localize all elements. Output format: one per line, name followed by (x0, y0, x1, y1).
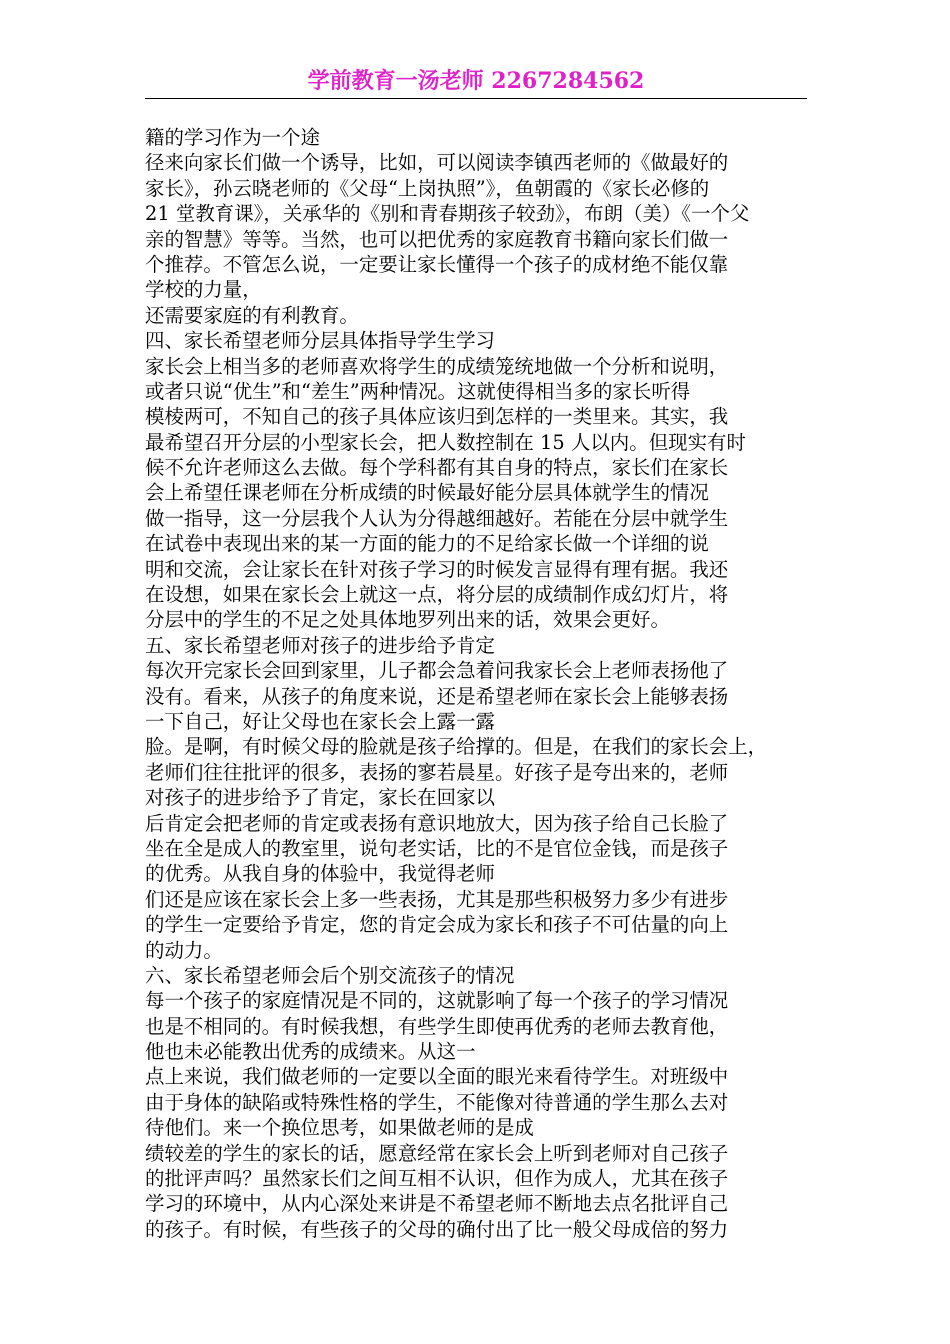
text-line: 们还是应该在家长会上多一些表扬，尤其是那些积极努力多少有进步 (145, 887, 729, 911)
text-line: 的批评声吗？虽然家长们之间互相不认识，但作为成人，尤其在孩子 (145, 1167, 729, 1191)
text-line: 由于身体的缺陷或特殊性格的学生，不能像对待普通的学生那么去对 (145, 1090, 729, 1114)
text-line: 绩较差的学生的家长的话，愿意经常在家长会上听到老师对自己孩子 (145, 1141, 729, 1165)
text-line: 在试卷中表现出来的某一方面的能力的不足给家长做一个详细的说 (145, 532, 709, 556)
text-line: 学习的环境中，从内心深处来讲是不希望老师不断地去点名批评自己 (145, 1192, 729, 1216)
text-line: 对孩子的进步给予了肯定，家长在回家以 (145, 786, 495, 810)
text-line: 后肯定会把老师的肯定或表扬有意识地放大，因为孩子给自己长脸了 (145, 811, 729, 835)
text-line: 会上希望任课老师在分析成绩的时候最好能分层具体就学生的情况 (145, 481, 709, 505)
text-line: 在设想，如果在家长会上就这一点，将分层的成绩制作成幻灯片，将 (145, 583, 729, 607)
text-line: 脸。是啊，有时候父母的脸就是孩子给撑的。但是，在我们的家长会上， (145, 735, 768, 759)
text-line: 的孩子。有时候，有些孩子的父母的确付出了比一般父母成倍的努力 (145, 1217, 729, 1241)
text-line: 的动力。 (145, 938, 223, 962)
document-body (145, 125, 815, 1242)
text-line: 也是不相同的。有时候我想，有些学生即使再优秀的老师去教育他， (145, 1014, 729, 1038)
text-line: 学校的力量， (145, 278, 262, 302)
text-line: 没有。看来，从孩子的角度来说，还是希望老师在家长会上能够表扬 (145, 684, 729, 708)
text-line: 一下自己，好让父母也在家长会上露一露 (145, 709, 495, 733)
text-line: 他也未必能教出优秀的成绩来。从这一 (145, 1040, 476, 1064)
text-line: 老师们往往批评的很多，表扬的寥若晨星。好孩子是夸出来的，老师 (145, 760, 729, 784)
text-line: 四、家长希望老师分层具体指导学生学习 (145, 329, 495, 353)
text-line: 做一指导，这一分层我个人认为分得越细越好。若能在分层中就学生 (145, 506, 729, 530)
text-line: 或者只说“优生”和“差生”两种情况。这就使得相当多的家长听得 (145, 379, 691, 403)
header-divider (145, 98, 807, 99)
text-line: 家长会上相当多的老师喜欢将学生的成绩笼统地做一个分析和说明， (145, 354, 729, 378)
text-line: 的学生一定要给予肯定，您的肯定会成为家长和孩子不可估量的向上 (145, 913, 729, 937)
text-line: 六、家长希望老师会后个别交流孩子的情况 (145, 963, 515, 987)
text-line: 籍的学习作为一个途 (145, 126, 320, 149)
page-header-title: 学前教育一汤老师 2267284562 (307, 68, 645, 94)
text-line: 点上来说，我们做老师的一定要以全面的眼光来看待学生。对班级中 (145, 1065, 729, 1089)
text-line: 的优秀。从我自身的体验中，我觉得老师 (145, 862, 495, 886)
text-line: 坐在全是成人的教室里，说句老实话，比的不是官位金钱，而是孩子 (145, 836, 729, 860)
text-line: 待他们。来一个换位思考，如果做老师的是成 (145, 1116, 534, 1140)
text-line: 最希望召开分层的小型家长会，把人数控制在 15 人以内。但现实有时 (145, 430, 746, 454)
text-line: 模棱两可，不知自己的孩子具体应该归到怎样的一类里来。其实，我 (145, 405, 729, 429)
text-line: 径来向家长们做一个诱导，比如，可以阅读李镇西老师的《做最好的 (145, 151, 729, 175)
text-line: 每次开完家长会回到家里，儿子都会急着问我家长会上老师表扬他了 (145, 659, 729, 683)
text-line: 亲的智慧》等等。当然，也可以把优秀的家庭教育书籍向家长们做一 (145, 227, 729, 251)
text-line: 还需要家庭的有利教育。 (145, 303, 359, 327)
text-line: 分层中的学生的不足之处具体地罗列出来的话，效果会更好。 (145, 608, 670, 632)
text-line: 候不允许老师这么去做。每个学科都有其自身的特点，家长们在家长 (145, 456, 729, 480)
text-line: 个推荐。不管怎么说，一定要让家长懂得一个孩子的成材绝不能仅靠 (145, 252, 729, 276)
text-line: 21 堂教育课》，关承华的《别和青春期孩子较劲》，布朗（美）《一个父 (145, 202, 750, 226)
text-line: 每一个孩子的家庭情况是不同的，这就影响了每一个孩子的学习情况 (145, 989, 729, 1013)
text-line: 明和交流，会让家长在针对孩子学习的时候发言显得有理有据。我还 (145, 557, 729, 581)
text-line: 五、家长希望老师对孩子的进步给予肯定 (145, 633, 495, 657)
text-line: 家长》，孙云晓老师的《父母“上岗执照”》，鱼朝霞的《家长必修的 (145, 176, 710, 200)
